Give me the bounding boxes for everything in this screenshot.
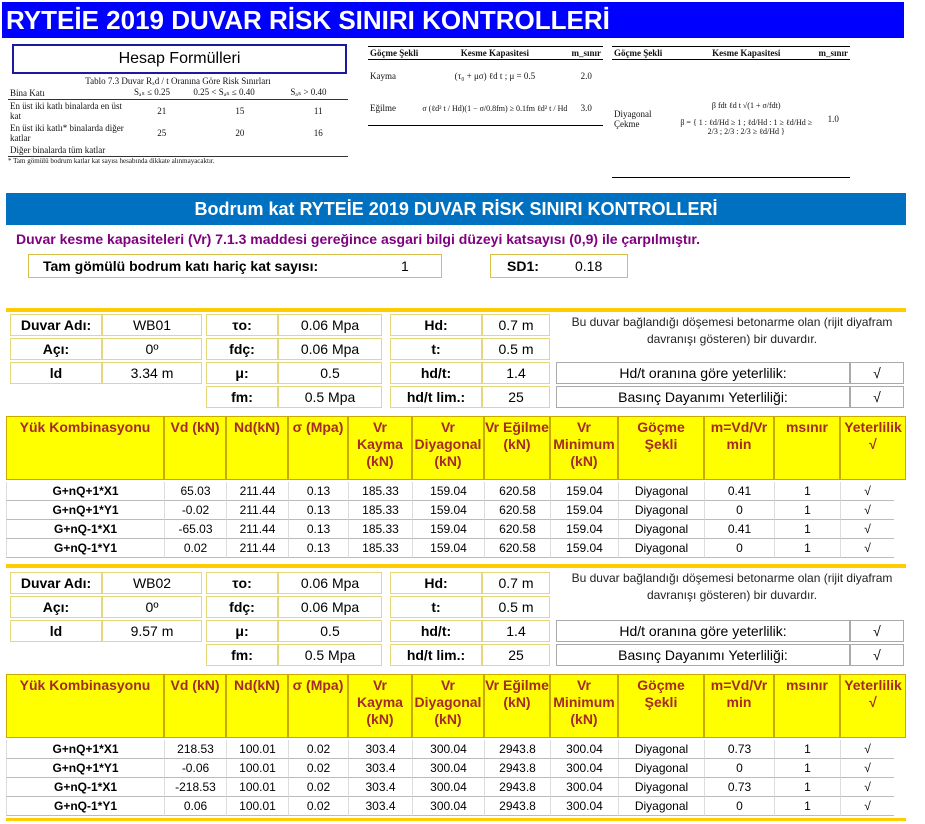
- story-count-value[interactable]: 1: [401, 258, 409, 274]
- cell-m-limit: 1: [774, 778, 840, 797]
- cell-failure-mode: Diyagonal: [618, 539, 704, 558]
- cell-vr-egilme: 2943.8: [484, 740, 550, 759]
- cell-adequacy: √: [840, 797, 894, 816]
- separator-bar-3: [6, 818, 906, 821]
- cell-vr-diyagonal: 300.04: [412, 797, 484, 816]
- t-label: t:: [390, 596, 482, 618]
- f2-expr: β fdt ℓd t √(1 + σ/fdt): [711, 101, 781, 110]
- tau-label: τo:: [206, 314, 278, 336]
- comp-check-value: √: [850, 386, 904, 408]
- tau-label: τo:: [206, 572, 278, 594]
- hdt-check-label: Hd/t oranına göre yeterlilik:: [556, 620, 850, 642]
- fm-value[interactable]: 0.5 Mpa: [278, 644, 382, 666]
- mu-value[interactable]: 0.5: [278, 362, 382, 384]
- cell-vd: 0.06: [164, 797, 226, 816]
- f2-h2: m_sınır: [818, 48, 848, 58]
- cell-m-ratio: 0.41: [704, 482, 774, 501]
- separator-bar-1: [6, 308, 906, 312]
- comp-check-value: √: [850, 644, 904, 666]
- col-vr-kayma: Vr Kayma (kN): [348, 416, 412, 480]
- cell-vr-kayma: 303.4: [348, 797, 412, 816]
- cell-sigma: 0.02: [288, 797, 348, 816]
- f2-beta: β = { 1 : ℓd/Hd ≥ 1 ; ℓd/Hd : 1 ≥ ℓd/Hd ≥ 2/3 ; 2/3 : 2/3 ≥ ℓd/Hd }: [680, 118, 813, 136]
- cell-nd: 100.01: [226, 797, 288, 816]
- cell-vr-min: 300.04: [550, 740, 618, 759]
- hdt-label: hd/t:: [390, 620, 482, 642]
- cell-combo: G+nQ+1*X1: [6, 482, 164, 501]
- formula-table-2: [612, 46, 850, 182]
- col-adequacy: Yeterlilik √: [840, 674, 906, 738]
- cell-vr-min: 159.04: [550, 501, 618, 520]
- fm-label: fm:: [206, 644, 278, 666]
- col-nd: Nd(kN): [226, 674, 288, 738]
- cell-nd: 211.44: [226, 482, 288, 501]
- t73-h2: 0.25 < Sₐₛ ≤ 0.40: [193, 87, 255, 97]
- cell-combo: G+nQ-1*X1: [6, 520, 164, 539]
- col-m-limit: msınır: [774, 416, 840, 480]
- tau-value[interactable]: 0.06 Mpa: [278, 572, 382, 594]
- cell-combo: G+nQ-1*Y1: [6, 797, 164, 816]
- cell-m-ratio: 0: [704, 797, 774, 816]
- cell-sigma: 0.13: [288, 520, 348, 539]
- cell-m-ratio: 0.73: [704, 778, 774, 797]
- col-m-ratio: m=Vd/Vr min: [704, 416, 774, 480]
- cell-sigma: 0.13: [288, 501, 348, 520]
- t-value[interactable]: 0.5 m: [482, 596, 550, 618]
- table-row: [6, 539, 894, 558]
- wall-name-value[interactable]: WB01: [102, 314, 202, 336]
- t73-r0c2: 15: [235, 106, 245, 116]
- t73-h3: Sₐₛ > 0.40: [290, 87, 327, 97]
- hdt-lim-label: hd/t lim.:: [390, 386, 482, 408]
- cell-vr-min: 300.04: [550, 778, 618, 797]
- f1-h0: Göçme Şekli: [370, 48, 419, 58]
- hdt-value: 1.4: [482, 620, 550, 642]
- cell-vr-min: 159.04: [550, 539, 618, 558]
- cell-adequacy: √: [840, 539, 894, 558]
- comp-check-label: Basınç Dayanımı Yeterliliği:: [556, 644, 850, 666]
- cell-failure-mode: Diyagonal: [618, 778, 704, 797]
- hdt-check-value: √: [850, 620, 904, 642]
- cell-m-limit: 1: [774, 797, 840, 816]
- cell-vr-diyagonal: 159.04: [412, 539, 484, 558]
- cell-nd: 100.01: [226, 759, 288, 778]
- cell-failure-mode: Diyagonal: [618, 740, 704, 759]
- f1-r1c0: Eğilme: [370, 103, 396, 114]
- col-vr-egilme: Vr Eğilme (kN): [484, 416, 550, 480]
- cell-m-ratio: 0: [704, 539, 774, 558]
- col-load-combination: Yük Kombinasyonu: [6, 416, 164, 480]
- cell-vr-egilme: 620.58: [484, 482, 550, 501]
- cell-combo: G+nQ-1*X1: [6, 778, 164, 797]
- cell-failure-mode: Diyagonal: [618, 482, 704, 501]
- cell-vr-egilme: 2943.8: [484, 759, 550, 778]
- ld-value[interactable]: 9.57 m: [102, 620, 202, 642]
- cell-vd: -0.02: [164, 501, 226, 520]
- cell-nd: 211.44: [226, 539, 288, 558]
- cell-sigma: 0.13: [288, 482, 348, 501]
- cell-m-limit: 1: [774, 539, 840, 558]
- cell-vd: -0.06: [164, 759, 226, 778]
- hdt-check-value: √: [850, 362, 904, 384]
- cell-vr-diyagonal: 159.04: [412, 501, 484, 520]
- cell-failure-mode: Diyagonal: [618, 520, 704, 539]
- t73-footnote: * Tam gömülü bodrum katlar kat sayısı hesabında dikkate alınmayacaktır.: [8, 157, 215, 165]
- cell-vr-diyagonal: 159.04: [412, 482, 484, 501]
- cell-vr-egilme: 620.58: [484, 501, 550, 520]
- cell-vr-min: 300.04: [550, 797, 618, 816]
- sd1-label: SD1:: [507, 258, 539, 274]
- angle-value[interactable]: 0º: [102, 596, 202, 618]
- cell-vd: -65.03: [164, 520, 226, 539]
- f1-r1c1: σ (ℓd² t / Hd)(1 − σ/0.8fm) ≥ 0.1fm ℓd² t / Hd: [422, 103, 568, 113]
- cell-vr-egilme: 620.58: [484, 539, 550, 558]
- hdt-value: 1.4: [482, 362, 550, 384]
- cell-sigma: 0.02: [288, 778, 348, 797]
- fdc-value[interactable]: 0.06 Mpa: [278, 596, 382, 618]
- t73-h0: Bina Katı: [10, 87, 45, 98]
- table-row: [6, 520, 894, 539]
- page-title: RYTEİE 2019 DUVAR RİSK SINIRI KONTROLLERİ: [2, 2, 904, 38]
- cell-m-ratio: 0.41: [704, 520, 774, 539]
- table-row: [6, 797, 894, 816]
- table-row: [6, 482, 894, 501]
- cell-adequacy: √: [840, 740, 894, 759]
- story-count-label: Tam gömülü bodrum katı hariç kat sayısı:: [43, 258, 319, 274]
- angle-label: Açı:: [10, 338, 102, 360]
- t-label: t:: [390, 338, 482, 360]
- cell-adequacy: √: [840, 778, 894, 797]
- hdt-lim-label: hd/t lim.:: [390, 644, 482, 666]
- sd1-row: [490, 254, 628, 278]
- separator-bar-2: [6, 564, 906, 568]
- story-count-row: [28, 254, 442, 278]
- hd-label: Hd:: [390, 314, 482, 336]
- cell-vr-kayma: 185.33: [348, 539, 412, 558]
- col-vd: Vd (kN): [164, 416, 226, 480]
- f2-m: 1.0: [827, 113, 839, 124]
- t73-r0c0: En üst iki katlı binalarda en üst kat: [10, 101, 122, 121]
- rigid-diaphragm-note: Bu duvar bağlandığı döşemesi betonarme olan (rijit diyafram davranışı gösteren) bir duvardır.: [571, 571, 893, 602]
- cell-vr-kayma: 185.33: [348, 501, 412, 520]
- cell-combo: G+nQ+1*Y1: [6, 759, 164, 778]
- hdt-label: hd/t:: [390, 362, 482, 384]
- cell-adequacy: √: [840, 520, 894, 539]
- cell-nd: 100.01: [226, 778, 288, 797]
- cell-vr-kayma: 185.33: [348, 482, 412, 501]
- table-7-3: [8, 76, 348, 186]
- cell-adequacy: √: [840, 759, 894, 778]
- f2-h0: Göçme Şekli: [614, 48, 663, 58]
- t73-r1c0: En üst iki katlı* binalarda diğer katlar: [10, 123, 124, 143]
- hdt-lim-value: 25: [482, 644, 550, 666]
- cell-vd: 0.02: [164, 539, 226, 558]
- col-nd: Nd(kN): [226, 416, 288, 480]
- rigid-diaphragm-note: Bu duvar bağlandığı döşemesi betonarme olan (rijit diyafram davranışı gösteren) bir duvardır.: [571, 315, 893, 346]
- cell-vr-diyagonal: 300.04: [412, 759, 484, 778]
- hd-value[interactable]: 0.7 m: [482, 572, 550, 594]
- col-sigma: σ (Mpa): [288, 416, 348, 480]
- cell-failure-mode: Diyagonal: [618, 501, 704, 520]
- cell-adequacy: √: [840, 482, 894, 501]
- t73-r0c1: 21: [157, 106, 167, 116]
- f1-r1c2: 3.0: [580, 103, 592, 114]
- col-failure-mode: Göçme Şekli: [618, 416, 704, 480]
- cell-failure-mode: Diyagonal: [618, 797, 704, 816]
- f1-r0c2: 2.0: [580, 70, 592, 81]
- tau-value[interactable]: 0.06 Mpa: [278, 314, 382, 336]
- ld-label: ld: [10, 620, 102, 642]
- capacity-note: Duvar kesme kapasiteleri (Vr) 7.1.3 maddesi gereğince asgari bilgi düzeyi katsayısı (0,9) ile çarpılmıştır.: [16, 231, 700, 247]
- ld-value[interactable]: 3.34 m: [102, 362, 202, 384]
- cell-m-limit: 1: [774, 482, 840, 501]
- table-row: [6, 740, 894, 759]
- cell-m-ratio: 0.73: [704, 740, 774, 759]
- col-load-combination: Yük Kombinasyonu: [6, 674, 164, 738]
- cell-vd: -218.53: [164, 778, 226, 797]
- cell-adequacy: √: [840, 501, 894, 520]
- cell-nd: 100.01: [226, 740, 288, 759]
- t73-r1c2: 20: [235, 128, 245, 138]
- col-vr-diyagonal: Vr Diyagonal (kN): [412, 416, 484, 480]
- cell-m-limit: 1: [774, 520, 840, 539]
- fm-label: fm:: [206, 386, 278, 408]
- cell-combo: G+nQ+1*X1: [6, 740, 164, 759]
- angle-value[interactable]: 0º: [102, 338, 202, 360]
- col-vd: Vd (kN): [164, 674, 226, 738]
- comp-check-label: Basınç Dayanımı Yeterliliği:: [556, 386, 850, 408]
- f1-h1: Kesme Kapasitesi: [460, 48, 529, 58]
- fdc-label: fdç:: [206, 338, 278, 360]
- col-adequacy: Yeterlilik √: [840, 416, 906, 480]
- col-vr-kayma: Vr Kayma (kN): [348, 674, 412, 738]
- cell-vr-diyagonal: 300.04: [412, 778, 484, 797]
- cell-sigma: 0.13: [288, 539, 348, 558]
- cell-m-limit: 1: [774, 501, 840, 520]
- hdt-check-label: Hd/t oranına göre yeterlilik:: [556, 362, 850, 384]
- cell-combo: G+nQ-1*Y1: [6, 539, 164, 558]
- f2-mode: Diyagonal Çekme: [614, 108, 652, 129]
- fdc-label: fdç:: [206, 596, 278, 618]
- col-vr-minimum: Vr Minimum (kN): [550, 416, 618, 480]
- t73-r1c1: 25: [157, 128, 167, 138]
- cell-vr-egilme: 2943.8: [484, 797, 550, 816]
- col-m-limit: msınır: [774, 674, 840, 738]
- f2-h1: Kesme Kapasitesi: [712, 48, 781, 58]
- cell-vr-min: 159.04: [550, 520, 618, 539]
- mu-label: μ:: [206, 362, 278, 384]
- cell-vr-min: 300.04: [550, 759, 618, 778]
- f1-h2: m_sınır: [571, 48, 601, 58]
- cell-vd: 218.53: [164, 740, 226, 759]
- cell-m-limit: 1: [774, 759, 840, 778]
- cell-vr-kayma: 303.4: [348, 759, 412, 778]
- t73-h1: Sₐₛ ≤ 0.25: [134, 87, 171, 97]
- cell-vr-diyagonal: 300.04: [412, 740, 484, 759]
- cell-vd: 65.03: [164, 482, 226, 501]
- cell-sigma: 0.02: [288, 740, 348, 759]
- ld-label: ld: [10, 362, 102, 384]
- cell-m-limit: 1: [774, 740, 840, 759]
- cell-vr-kayma: 303.4: [348, 740, 412, 759]
- fdc-value[interactable]: 0.06 Mpa: [278, 338, 382, 360]
- cell-vr-kayma: 185.33: [348, 520, 412, 539]
- col-vr-minimum: Vr Minimum (kN): [550, 674, 618, 738]
- col-sigma: σ (Mpa): [288, 674, 348, 738]
- hdt-lim-value: 25: [482, 386, 550, 408]
- fm-value[interactable]: 0.5 Mpa: [278, 386, 382, 408]
- table-row: [6, 759, 894, 778]
- wall-name-label: Duvar Adı:: [10, 572, 102, 594]
- t-value[interactable]: 0.5 m: [482, 338, 550, 360]
- wall-name-value[interactable]: WB02: [102, 572, 202, 594]
- cell-m-ratio: 0: [704, 501, 774, 520]
- cell-nd: 211.44: [226, 501, 288, 520]
- col-vr-diyagonal: Vr Diyagonal (kN): [412, 674, 484, 738]
- hd-value[interactable]: 0.7 m: [482, 314, 550, 336]
- mu-value[interactable]: 0.5: [278, 620, 382, 642]
- mu-label: μ:: [206, 620, 278, 642]
- t73-r1c3: 16: [313, 128, 323, 138]
- col-m-ratio: m=Vd/Vr min: [704, 674, 774, 738]
- table-7-3-caption: Tablo 7.3 Duvar Rₓd / t Oranına Göre Risk Sınırları: [85, 76, 271, 86]
- hd-label: Hd:: [390, 572, 482, 594]
- f1-r0c1: (τ₀ + μσ) ℓd t ; μ = 0.5: [454, 70, 536, 81]
- t73-r2c0: Diğer binalarda tüm katlar: [10, 145, 106, 155]
- cell-failure-mode: Diyagonal: [618, 759, 704, 778]
- cell-vr-egilme: 620.58: [484, 520, 550, 539]
- angle-label: Açı:: [10, 596, 102, 618]
- col-failure-mode: Göçme Şekli: [618, 674, 704, 738]
- wall-name-label: Duvar Adı:: [10, 314, 102, 336]
- formula-table-1: [368, 46, 603, 130]
- cell-vr-diyagonal: 159.04: [412, 520, 484, 539]
- section-title: Bodrum kat RYTEİE 2019 DUVAR RİSK SINIRI KONTROLLERİ: [6, 193, 906, 225]
- sd1-value[interactable]: 0.18: [575, 258, 603, 274]
- cell-vr-min: 159.04: [550, 482, 618, 501]
- f1-r0c0: Kayma: [370, 70, 396, 81]
- cell-vr-egilme: 2943.8: [484, 778, 550, 797]
- cell-nd: 211.44: [226, 520, 288, 539]
- formulas-button[interactable]: Hesap Formülleri: [12, 44, 347, 74]
- cell-sigma: 0.02: [288, 759, 348, 778]
- cell-vr-kayma: 303.4: [348, 778, 412, 797]
- col-vr-egilme: Vr Eğilme (kN): [484, 674, 550, 738]
- cell-combo: G+nQ+1*Y1: [6, 501, 164, 520]
- table-row: [6, 778, 894, 797]
- cell-m-ratio: 0: [704, 759, 774, 778]
- t73-r0c3: 11: [313, 106, 323, 116]
- table-row: [6, 501, 894, 520]
